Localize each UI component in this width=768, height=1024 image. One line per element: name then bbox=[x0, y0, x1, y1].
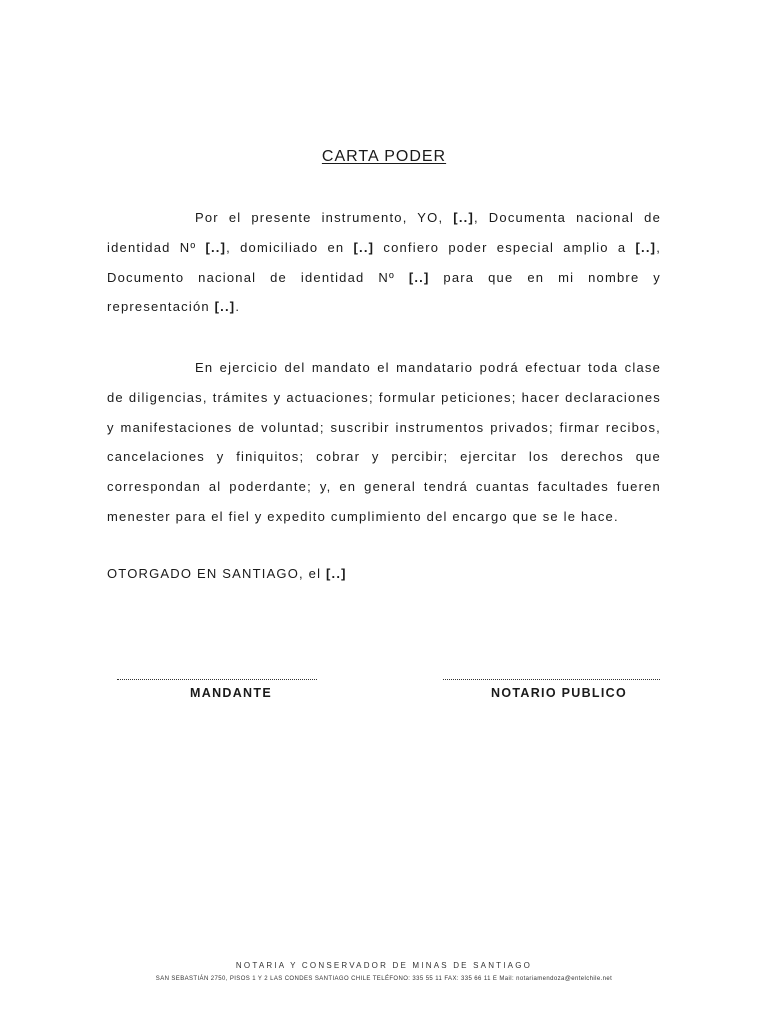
text-segment: Por el presente instrumento, YO, bbox=[195, 210, 454, 225]
otorgado-text: OTORGADO EN SANTIAGO, el bbox=[107, 566, 327, 581]
text-segment: para que en mi nombre y representación bbox=[107, 269, 661, 315]
signature-line-mandante bbox=[117, 679, 317, 680]
text-segment: , domiciliado en bbox=[226, 239, 354, 255]
placeholder-representation: [..] bbox=[214, 299, 236, 315]
powers-text: En ejercicio del mandato el mandatario podrá efectuar toda clase de diligencias, trámites y actuaciones; formular peticiones; hacer declaraciones y manifestaciones de voluntad; suscribir instrumentos privados; firmar recibos, cancelaciones y finiquitos; cobrar y percibir; ejercitar los derechos que correspondan al poderdante; y, en general tendrá cuantas facultades fueren menester para el fiel y expedito cumplimiento del encargo que se le hace. bbox=[107, 360, 661, 524]
text-segment: , Documento nacional de identidad Nº bbox=[107, 239, 661, 285]
footer-title: NOTARIA Y CONSERVADOR DE MINAS DE SANTIAGO bbox=[235, 961, 533, 970]
document-title: CARTA PODER bbox=[321, 148, 447, 165]
placeholder-attorney-name: [..] bbox=[635, 239, 657, 255]
paragraph-grant bbox=[107, 203, 661, 322]
paragraph-powers bbox=[107, 353, 661, 532]
footer-address: SAN SEBASTIÁN 2750, PISOS 1 Y 2 LAS CONDES SANTIAGO CHILE TELÉFONO: 335 55 11 FAX: 335 66 11 E Mail: notariamendoza@entelchile.net bbox=[155, 976, 613, 982]
text-segment: . bbox=[235, 299, 241, 315]
placeholder-attorney-id: [..] bbox=[408, 269, 430, 285]
otorgado-line bbox=[107, 566, 347, 581]
placeholder-grantor-name: [..] bbox=[453, 210, 474, 225]
signature-label-mandante: MANDANTE bbox=[190, 686, 272, 700]
signature-label-notario: NOTARIO PUBLICO bbox=[491, 686, 627, 700]
placeholder-date: [..] bbox=[326, 566, 347, 581]
placeholder-grantor-id: [..] bbox=[205, 239, 227, 255]
signature-line-notario bbox=[443, 679, 660, 680]
text-segment: , Documenta nacional de identidad Nº bbox=[107, 210, 661, 255]
text-segment: confiero poder especial amplio a bbox=[374, 239, 636, 255]
placeholder-grantor-address: [..] bbox=[353, 239, 375, 255]
